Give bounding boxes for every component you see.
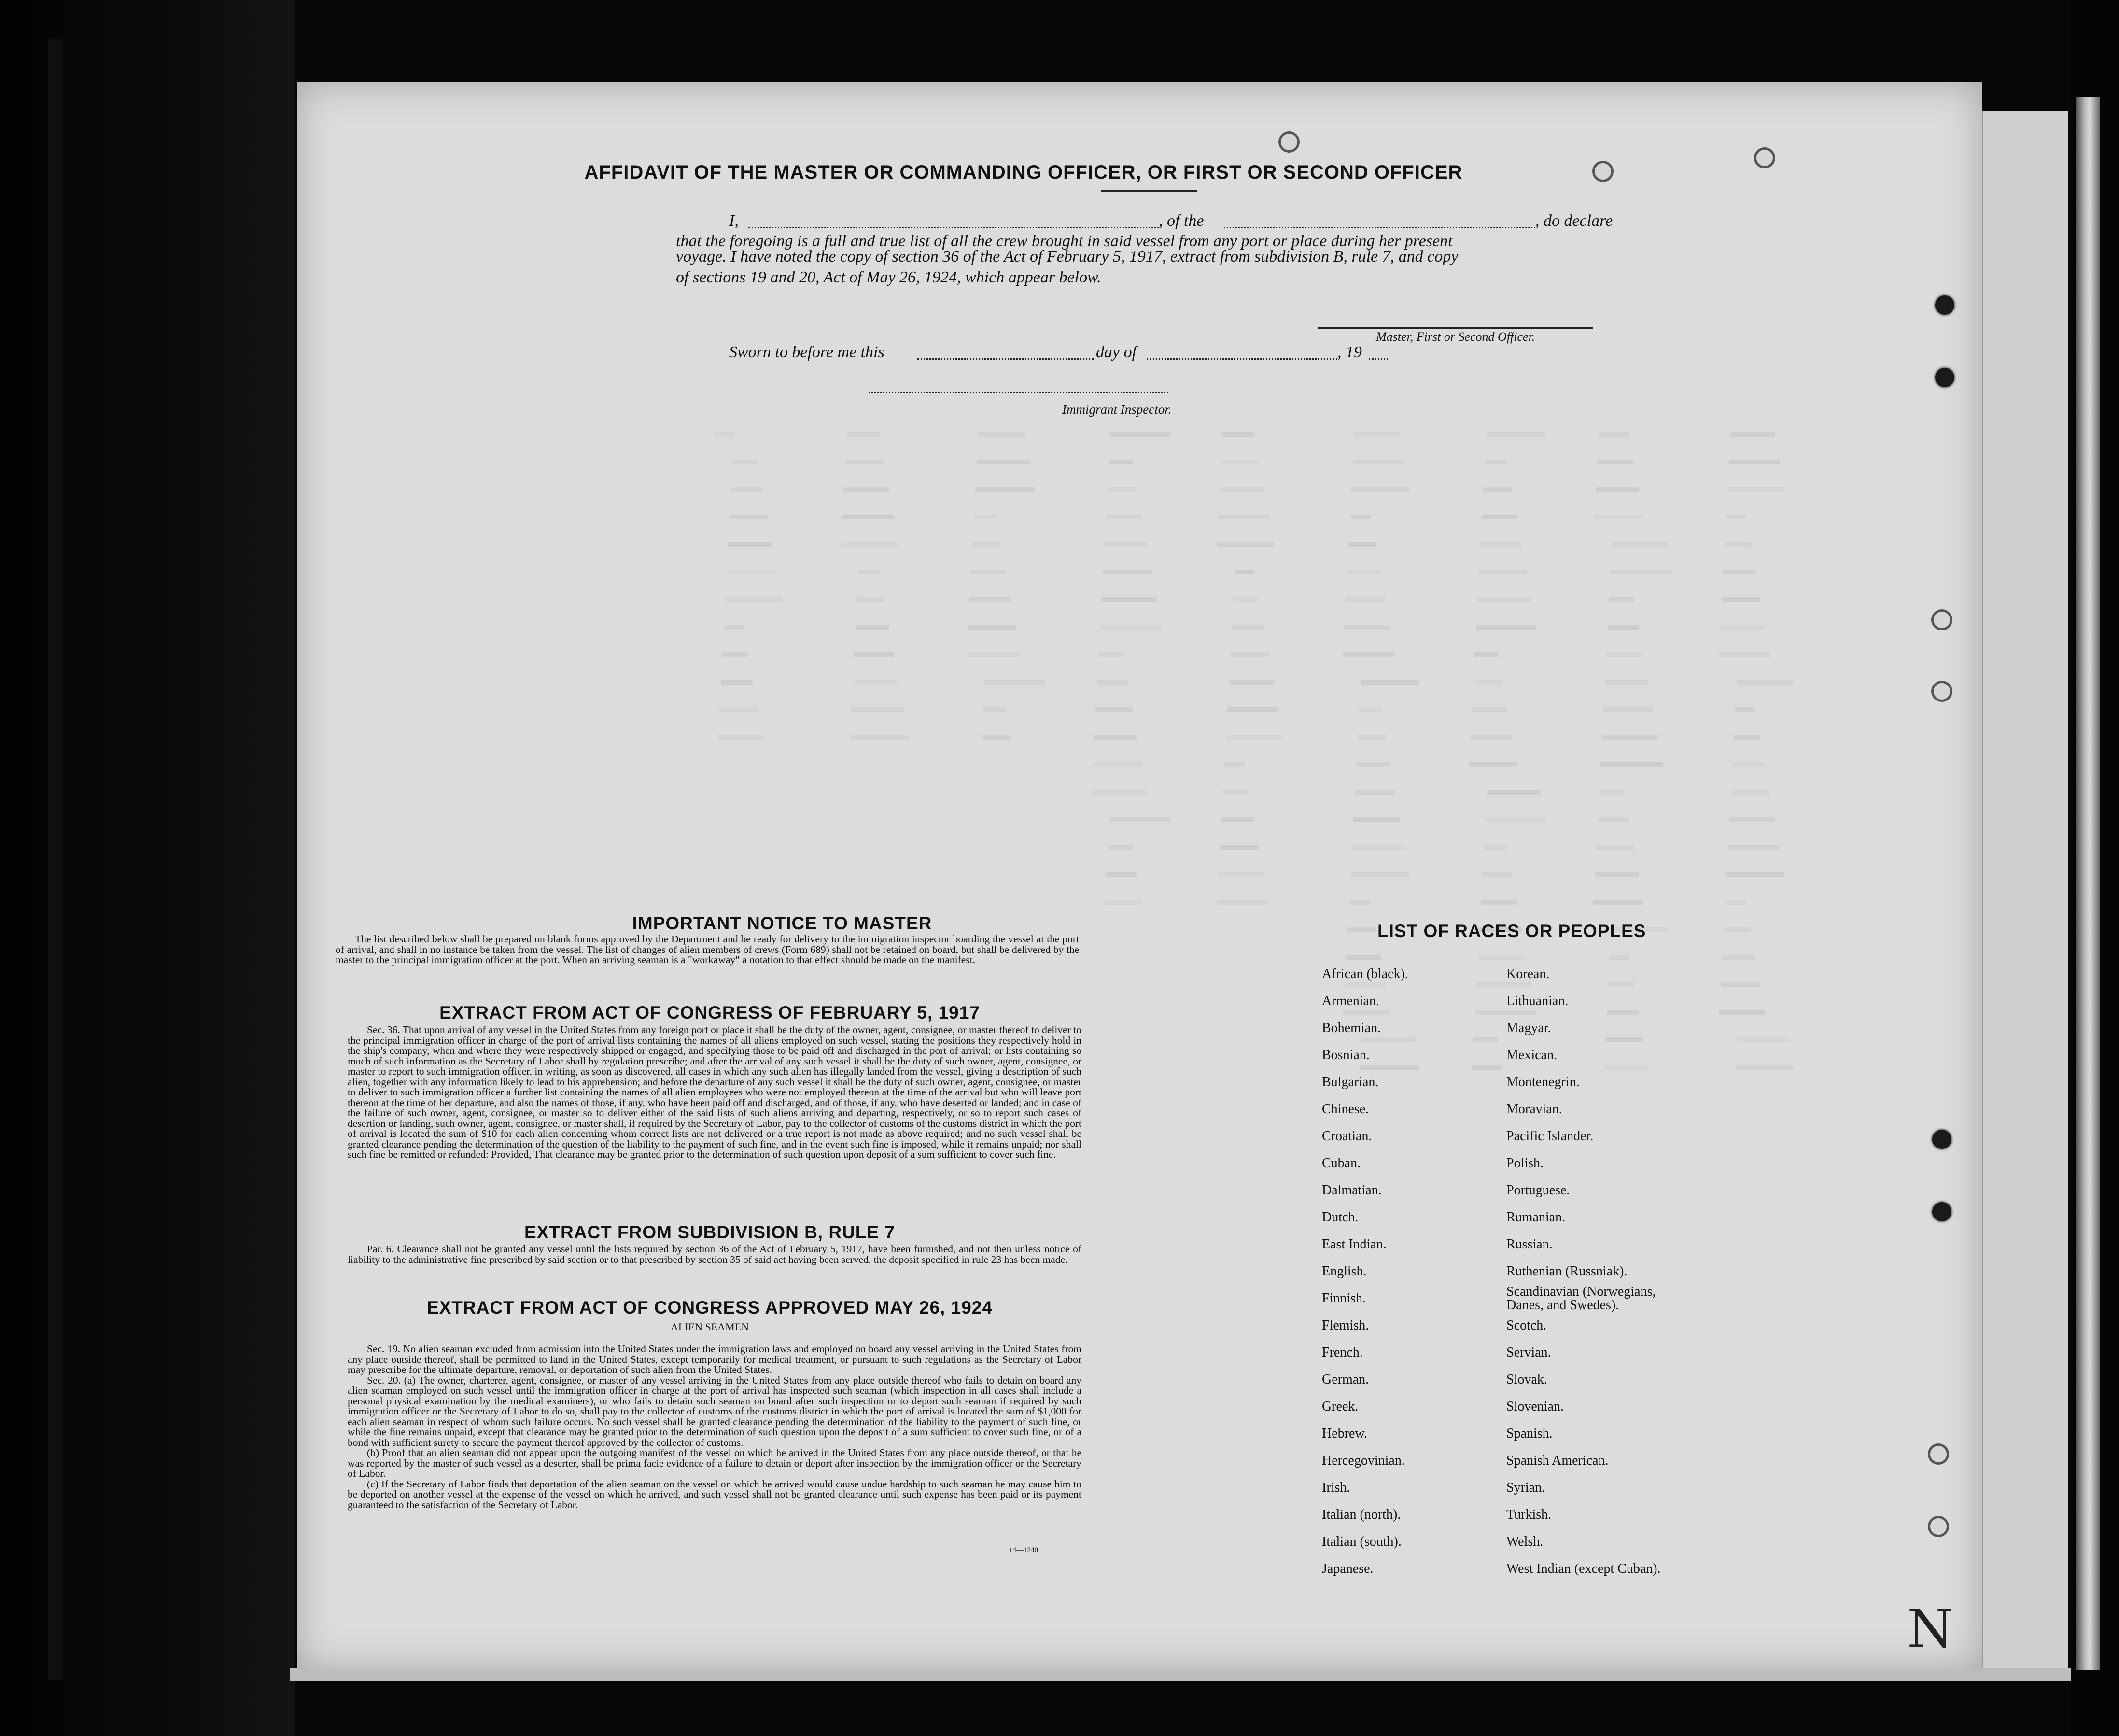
bleed-through-mark — [972, 542, 1001, 547]
race-item: Bohemian. — [1322, 1021, 1381, 1036]
bleed-through-mark — [1608, 625, 1639, 630]
race-item: Spanish. — [1506, 1426, 1553, 1441]
section-20a-paragraph: Sec. 20. (a) The owner, charterer, agent, consignee, or master of any vessel arriving in the United States from any place outside thereof who fails to detain on board any alien seaman employed on such vessel until the immigration officer in charge at the port of arrival has inspected such seaman (which inspection in all cases shall include a personal physical examination by the medical examiners), or who fails to detain such seaman on board after such inspection or to deport such seaman if required by such immigration officer or the Secretary of Labor to do so, shall pay to the collector of customs of the customs district in which the port of arrival is located the sum of $1,000 for each alien seaman in respect of whom such failure occurs. No such vessel shall be granted clearance pending the determination of the liability to the payment of such fine, or while the fine remains unpaid, except that clearance may be granted prior to the determination of such question upon the deposit of a sum sufficient to cover such fine, or of a bond with sufficient surety to secure the payment thereof approved by the collector of customs. — [348, 1374, 1081, 1448]
bleed-through-mark — [1724, 927, 1751, 932]
race-item: Lithuanian. — [1506, 994, 1569, 1008]
bleed-through-mark — [1235, 570, 1254, 574]
bleed-through-mark — [1349, 900, 1371, 905]
bleed-through-mark — [1097, 680, 1128, 685]
extract-rule7-body — [348, 1244, 1081, 1265]
race-item: Flemish. — [1322, 1318, 1369, 1333]
bleed-through-mark — [1472, 1065, 1502, 1070]
bleed-through-mark — [975, 487, 1035, 492]
bleed-through-mark — [1232, 625, 1264, 630]
bleed-through-mark — [727, 570, 777, 574]
bleed-through-mark — [1480, 542, 1522, 547]
bleed-through-mark — [719, 707, 758, 712]
punch-hole — [1928, 1516, 1949, 1537]
bleed-through-mark — [1725, 900, 1746, 905]
bleed-through-mark — [968, 625, 1016, 630]
bleed-through-mark — [1729, 460, 1780, 464]
master-signature-label: Master, First or Second Officer. — [1376, 330, 1535, 344]
declarant-name-field[interactable] — [748, 227, 1159, 228]
year-label: , 19 — [1337, 343, 1362, 361]
bleed-through-mark — [1103, 570, 1152, 574]
bleed-through-mark — [841, 542, 899, 547]
declaration-line-4: of sections 19 and 20, Act of May 26, 1924, which appear below. — [676, 268, 1101, 286]
bleed-through-mark — [1358, 735, 1386, 740]
bleed-through-mark — [1217, 542, 1274, 547]
declaration-line-3: voyage. I have noted the copy of section 36 of the Act of February 5, 1917, extract from subdivision B, rule 7, and copy — [676, 248, 1459, 266]
race-item: Slovak. — [1506, 1372, 1547, 1387]
bleed-through-mark — [1479, 570, 1527, 574]
bleed-through-mark — [1609, 597, 1634, 602]
bleed-through-mark — [1612, 542, 1668, 547]
bleed-through-mark — [1598, 817, 1629, 822]
day-of-label: day of — [1096, 343, 1137, 361]
race-item: Hercegovinian. — [1322, 1453, 1405, 1468]
race-item: Scotch. — [1506, 1318, 1547, 1333]
race-item: Greek. — [1322, 1399, 1359, 1414]
bleed-through-mark — [977, 460, 1030, 464]
bleed-through-mark — [1595, 872, 1639, 877]
bleed-through-mark — [1594, 515, 1643, 519]
bleed-through-mark — [1230, 652, 1269, 657]
bleed-through-mark — [1226, 735, 1283, 740]
bleed-through-mark — [1104, 542, 1147, 547]
race-item: Pacific Islander. — [1506, 1129, 1594, 1144]
bleed-through-mark — [1351, 487, 1410, 492]
notice-paragraph: The list described below shall be prepared on blank forms approved by the Department and be ready for delivery to the immigration inspector boarding the vessel at the port of arrival, and shall in no instance be taken from the vessel. The list of changes of alien members of crews (Form 689) shall not be retained on board, but shall be delivered by the master to the principal immigration officer at the port. When an arriving seaman is a "workaway" a notation to that effect should be made on the manifest. — [336, 933, 1079, 966]
race-item: Slovenian. — [1506, 1399, 1564, 1414]
race-item: Hebrew. — [1322, 1426, 1367, 1441]
bleed-through-mark — [1346, 597, 1386, 602]
bleed-through-mark — [983, 707, 1006, 712]
bleed-through-mark — [1094, 735, 1137, 740]
do-declare-label: , do declare — [1535, 212, 1613, 230]
bleed-through-mark — [1730, 432, 1775, 437]
bleed-through-mark — [1482, 515, 1517, 519]
race-item: Cuban. — [1322, 1156, 1361, 1171]
handwritten-mark: N — [1907, 1598, 1954, 1660]
bleed-through-mark — [1726, 872, 1784, 877]
race-item: Croatian. — [1322, 1129, 1372, 1144]
race-item: Irish. — [1322, 1480, 1350, 1495]
bleed-through-mark — [1602, 735, 1658, 740]
bleed-through-mark — [1217, 900, 1269, 905]
race-item: Moravian. — [1506, 1102, 1562, 1117]
bleed-through-mark — [1110, 432, 1171, 437]
bleed-through-mark — [845, 460, 884, 464]
bleed-through-mark — [1485, 460, 1507, 464]
section-20c-paragraph: (c) If the Secretary of Labor finds that deportation of the alien seaman on the vessel on which he arrived would cause undue hardship to such seaman he may cause him to be deported on another vessel at the expense of the vessel on which he arrived, and such vessel shall not be granted clearance until such expense has been paid or its payment guaranteed to the satisfaction of the Secretary of Labor. — [348, 1478, 1081, 1511]
bleed-through-mark — [1719, 652, 1770, 657]
bleed-through-mark — [974, 515, 996, 519]
bleed-through-mark — [1472, 707, 1507, 712]
bleed-through-mark — [718, 735, 763, 740]
bleed-through-mark — [1346, 955, 1381, 960]
bleed-through-mark — [846, 432, 880, 437]
scan-border-left — [0, 0, 295, 1736]
bleed-through-mark — [1095, 707, 1133, 712]
race-item: Portuguese. — [1506, 1183, 1570, 1198]
bleed-through-mark — [1219, 872, 1264, 877]
bleed-through-mark — [1476, 625, 1536, 630]
bleed-through-mark — [1220, 845, 1259, 850]
bleed-through-mark — [1347, 570, 1381, 574]
bleed-through-mark — [1720, 625, 1765, 630]
bleed-through-mark — [1483, 487, 1512, 492]
bleed-through-mark — [1227, 707, 1278, 712]
bleed-through-mark — [850, 735, 909, 740]
bleed-through-mark — [1359, 707, 1381, 712]
binder-edge — [2076, 97, 2100, 1670]
bleed-through-mark — [1728, 845, 1780, 850]
bleed-through-mark — [853, 680, 899, 685]
race-item: Japanese. — [1322, 1561, 1374, 1576]
bleed-through-mark — [857, 597, 884, 602]
punch-hole — [1931, 609, 1952, 630]
bleed-through-mark — [1736, 1065, 1794, 1070]
race-item: Syrian. — [1506, 1480, 1545, 1495]
bleed-through-mark — [1474, 652, 1498, 657]
race-item: Rumanian. — [1506, 1210, 1566, 1225]
underlying-page-edge — [1982, 111, 2068, 1680]
bleed-through-mark — [1477, 597, 1531, 602]
bleed-through-mark — [854, 652, 894, 657]
bleed-through-mark — [842, 515, 894, 519]
bleed-through-mark — [1725, 542, 1751, 547]
bleed-through-mark — [1593, 900, 1643, 905]
bleed-through-mark — [1486, 432, 1546, 437]
notice-body — [336, 934, 1079, 966]
race-item: West Indian (except Cuban). — [1506, 1561, 1661, 1576]
bleed-through-mark — [1485, 817, 1546, 822]
alien-seamen-subtitle: ALIEN SEAMEN — [671, 1321, 749, 1333]
bleed-through-mark — [1470, 735, 1512, 740]
race-item: French. — [1322, 1345, 1363, 1360]
race-item: Italian (south). — [1322, 1534, 1402, 1549]
race-item: East Indian. — [1322, 1237, 1387, 1252]
bleed-through-mark — [1106, 515, 1142, 519]
race-item: Montenegrin. — [1506, 1075, 1580, 1090]
bleed-through-mark — [1605, 680, 1648, 685]
race-item: Chinese. — [1322, 1102, 1369, 1117]
race-item: German. — [1322, 1372, 1369, 1387]
notice-title: IMPORTANT NOTICE TO MASTER — [632, 913, 932, 933]
bleed-through-mark — [1354, 432, 1400, 437]
bleed-through-mark — [984, 680, 1045, 685]
extract-1917-title: EXTRACT FROM ACT OF CONGRESS OF FEBRUARY 5, 1917 — [439, 1003, 980, 1022]
bleed-through-mark — [732, 460, 758, 464]
bleed-through-mark — [971, 570, 1006, 574]
bleed-through-mark — [1353, 817, 1400, 822]
section-19-paragraph: Sec. 19. No alien seaman excluded from admission into the United States under the immigration laws and employed on board any vessel arriving in the United States from any place outside thereof, shall be permitted to land in the United States, except temporarily for medical treatment, or pursuant to such regulations as the Secretary of Labor may prescribe for the ultimate departure, removal, or deportation of such alien from the United States. — [348, 1343, 1081, 1375]
bleed-through-mark — [1722, 955, 1755, 960]
bleed-through-mark — [730, 515, 768, 519]
bleed-through-mark — [722, 652, 748, 657]
bleed-through-mark — [1737, 680, 1794, 685]
bleed-through-mark — [1223, 790, 1249, 795]
bleed-through-mark — [1093, 762, 1142, 767]
race-item: Italian (north). — [1322, 1507, 1401, 1522]
race-item: Spanish American. — [1506, 1453, 1609, 1468]
bleed-through-mark — [1732, 762, 1765, 767]
vessel-of-the-label: , of the — [1159, 212, 1204, 230]
bleed-through-mark — [1107, 487, 1137, 492]
bleed-through-mark — [843, 487, 889, 492]
extract-1924-title: EXTRACT FROM ACT OF CONGRESS APPROVED MAY 26, 1924 — [427, 1298, 993, 1317]
bleed-through-mark — [1737, 1037, 1789, 1042]
bleed-through-mark — [1611, 570, 1672, 574]
bleed-through-mark — [967, 652, 1021, 657]
bleed-through-mark — [1599, 790, 1624, 795]
punch-hole — [1931, 681, 1952, 702]
bleed-through-mark — [1597, 460, 1634, 464]
bleed-through-mark — [1723, 570, 1755, 574]
bleed-through-mark — [1348, 542, 1376, 547]
bleed-through-mark — [1473, 680, 1502, 685]
bleed-through-mark — [1353, 460, 1405, 464]
race-item: Mexican. — [1506, 1048, 1557, 1063]
bleed-through-mark — [1356, 762, 1390, 767]
races-title: LIST OF RACES OR PEOPLES — [1377, 921, 1646, 941]
bleed-through-mark — [1610, 955, 1629, 960]
punch-hole — [1935, 295, 1954, 315]
race-item: Welsh. — [1506, 1534, 1544, 1549]
bleed-through-mark — [1731, 790, 1770, 795]
bleed-through-mark — [1603, 707, 1653, 712]
punch-hole — [1932, 1202, 1951, 1221]
bleed-through-mark — [1343, 652, 1395, 657]
bleed-through-mark — [851, 707, 904, 712]
declarant-prefix: I, — [729, 212, 739, 230]
bleed-through-mark — [1719, 1010, 1765, 1015]
title-underline — [1101, 190, 1197, 192]
punch-hole — [1932, 1130, 1951, 1149]
bleed-through-mark — [856, 625, 889, 630]
bleed-through-mark — [1355, 790, 1395, 795]
punch-hole — [1592, 161, 1614, 182]
race-item: English. — [1322, 1264, 1367, 1279]
extract-rule7-title: EXTRACT FROM SUBDIVISION B, RULE 7 — [524, 1222, 895, 1242]
bleed-through-mark — [1224, 762, 1245, 767]
bleed-through-mark — [1108, 845, 1133, 850]
sworn-month-field[interactable] — [1147, 358, 1337, 360]
bleed-through-mark — [1482, 872, 1512, 877]
section-20b-paragraph: (b) Proof that an alien seaman did not appear upon the outgoing manifest of the vessel on which he arrived in the United States from any place outside thereof, or that he was reported by the master of such vessel as a deserter, shall be prima facie evidence of a failure to detain or deport after inspection by the immigration officer or the Secretary of Labor. — [348, 1447, 1081, 1479]
bleed-through-mark — [1105, 900, 1142, 905]
bleed-through-mark — [1481, 900, 1517, 905]
race-item: Korean. — [1506, 966, 1550, 981]
race-item: Dutch. — [1322, 1210, 1359, 1225]
bleed-through-mark — [1100, 625, 1162, 630]
race-item: Scandinavian (Norwegians, Danes, and Swedes). — [1506, 1284, 1656, 1313]
bleed-through-mark — [1233, 597, 1259, 602]
bleed-through-mark — [1350, 872, 1410, 877]
bleed-through-mark — [1221, 460, 1259, 464]
extract-1917-body — [348, 1025, 1081, 1160]
bleed-through-mark — [1729, 817, 1775, 822]
bleed-through-mark — [1469, 762, 1517, 767]
bleed-through-mark — [1091, 790, 1147, 795]
bleed-through-mark — [1218, 515, 1269, 519]
bleed-through-mark — [1734, 735, 1760, 740]
race-item: African (black). — [1322, 966, 1408, 981]
bleed-through-mark — [969, 597, 1011, 602]
race-item: Armenian. — [1322, 994, 1379, 1008]
sworn-day-field[interactable] — [917, 358, 1094, 360]
bleed-through-mark — [731, 487, 763, 492]
bleed-through-mark — [1221, 817, 1254, 822]
sworn-label: Sworn to before me this — [729, 343, 884, 361]
bleed-through-mark — [1596, 845, 1634, 850]
bleed-through-mark — [1350, 515, 1371, 519]
punch-hole — [1754, 147, 1775, 168]
scan-shadow-bar — [48, 39, 63, 1680]
bleed-through-mark — [728, 542, 772, 547]
bleed-through-mark — [1101, 597, 1157, 602]
race-item: Dalmatian. — [1322, 1183, 1382, 1198]
master-signature-field[interactable] — [1318, 327, 1593, 329]
bleed-through-mark — [1735, 707, 1755, 712]
inspector-label: Immigrant Inspector. — [1062, 402, 1172, 417]
bleed-through-mark — [1721, 982, 1760, 987]
bleed-through-mark — [1487, 790, 1541, 795]
bleed-through-mark — [858, 570, 880, 574]
bleed-through-mark — [1344, 625, 1390, 630]
bleed-through-mark — [725, 597, 782, 602]
bleed-through-mark — [1726, 515, 1746, 519]
races-left-column — [1322, 961, 1408, 1582]
form-number: 14—1240 — [1009, 1546, 1038, 1554]
race-item: Servian. — [1506, 1345, 1551, 1360]
bleed-through-mark — [1599, 432, 1629, 437]
extract-1924-body — [348, 1344, 1081, 1510]
vessel-name-field[interactable] — [1224, 227, 1535, 228]
bleed-through-mark — [1484, 845, 1507, 850]
races-right-column — [1506, 961, 1680, 1582]
bleed-through-mark — [1220, 487, 1264, 492]
bleed-through-mark — [721, 680, 753, 685]
affidavit-title: AFFIDAVIT OF THE MASTER OR COMMANDING OFFICER, OR FIRST OR SECOND OFFICER — [584, 162, 1463, 183]
bleed-through-mark — [1109, 817, 1171, 822]
race-item: Bulgarian. — [1322, 1075, 1379, 1090]
bleed-through-mark — [724, 625, 744, 630]
bleed-through-mark — [1596, 487, 1639, 492]
bleed-through-mark — [1352, 845, 1405, 850]
race-item: Turkish. — [1506, 1507, 1552, 1522]
bleed-through-mark — [1478, 955, 1527, 960]
rule7-paragraph: Par. 6. Clearance shall not be granted any vessel until the lists required by section 36 of the Act of February 5, 1917, have been furnished, and not then unless notice of liability to the administrative fine prescribed by said section or to that prescribed by section 35 of said act having been served, the deposit specified in rule 23 has been made. — [348, 1243, 1081, 1265]
sworn-year-field[interactable] — [1369, 358, 1388, 360]
punch-hole — [1278, 131, 1300, 153]
punch-hole — [1935, 368, 1954, 387]
scan-border-right — [2071, 0, 2119, 1736]
bleed-through-mark — [715, 432, 734, 437]
bleed-through-mark — [1722, 597, 1760, 602]
race-item: Bosnian. — [1322, 1048, 1370, 1063]
race-item: Russian. — [1506, 1237, 1553, 1252]
bleed-through-mark — [1361, 680, 1419, 685]
race-item: Finnish. — [1322, 1291, 1366, 1306]
race-item: Magyar. — [1506, 1021, 1551, 1036]
bleed-through-mark — [1109, 460, 1133, 464]
bleed-through-mark — [1473, 1037, 1498, 1042]
bleed-through-mark — [1229, 680, 1274, 685]
bleed-through-mark — [982, 735, 1011, 740]
bleed-through-mark — [1600, 762, 1663, 767]
bleed-through-mark — [1222, 432, 1254, 437]
bleed-through-mark — [1098, 652, 1123, 657]
bleed-through-mark — [1106, 872, 1137, 877]
inspector-signature-field[interactable] — [869, 392, 1168, 393]
bleed-through-mark — [978, 432, 1025, 437]
race-item: Ruthenian (Russniak). — [1506, 1264, 1628, 1279]
bleed-through-mark — [1727, 487, 1784, 492]
bleed-through-mark — [1606, 652, 1643, 657]
declaration-line-2: that the foregoing is a full and true list of all the crew brought in said vessel from any port or place during her present — [676, 232, 1453, 250]
bleed-through-mark — [1347, 927, 1376, 932]
race-item: Polish. — [1506, 1156, 1544, 1171]
punch-hole — [1928, 1443, 1949, 1465]
section-36-paragraph: Sec. 36. That upon arrival of any vessel in the United States from any foreign port or place it shall be the duty of the owner, agent, consignee, or master thereof to deliver to the principal immigration officer in charge of the port of arrival lists containing the names of all aliens employed on such vessel, stating the positions they respectively hold in the ship's company, when and where they were respectively shipped or engaged, and specifying those to be paid off and discharged in the port of arrival; or lists containing so much of such information as the Secretary of Labor shall by regulation prescribe; and after the arrival of any such vessel it shall be the duty of such owner, agent, consignee, or master to report to such immigration officer, in writing, as soon as discovered, all cases in which any such alien has illegally landed from the vessel, giving a description of such alien, together with any information likely to lead to his apprehension; and before the departure of any such vessel it shall be the duty of such owner, agent, consignee, or master to deliver to such immigration officer a further list containing the names of all alien employees who were not employed thereon at the time of the arrival but who will leave port thereon at the time of her departure, and also the names of those, if any, who have been paid off and discharged, and of those, if any, who have deserted or landed; and in case of the failure of such owner, agent, consignee, or master so to deliver either of the said lists of such aliens arriving and departing, respectively, or so to report such cases of desertion or landing, such owner, agent, consignee, or master shall, if required by the Secretary of Labor, pay to the collector of customs of the customs district in which the port of arrival is located the sum of $10 for each alien concerning whom correct lists are not delivered or a true report is not made as above required; and no such vessel shall be granted clearance pending the determination of the question of the liability to the payment of such fine, and in the event such fine is imposed, while it remains unpaid; nor shall such fine be remitted or refunded: Provided, That clearance may be granted prior to the determination of such question upon deposit of a sum sufficient to cover such fine. — [348, 1024, 1081, 1160]
